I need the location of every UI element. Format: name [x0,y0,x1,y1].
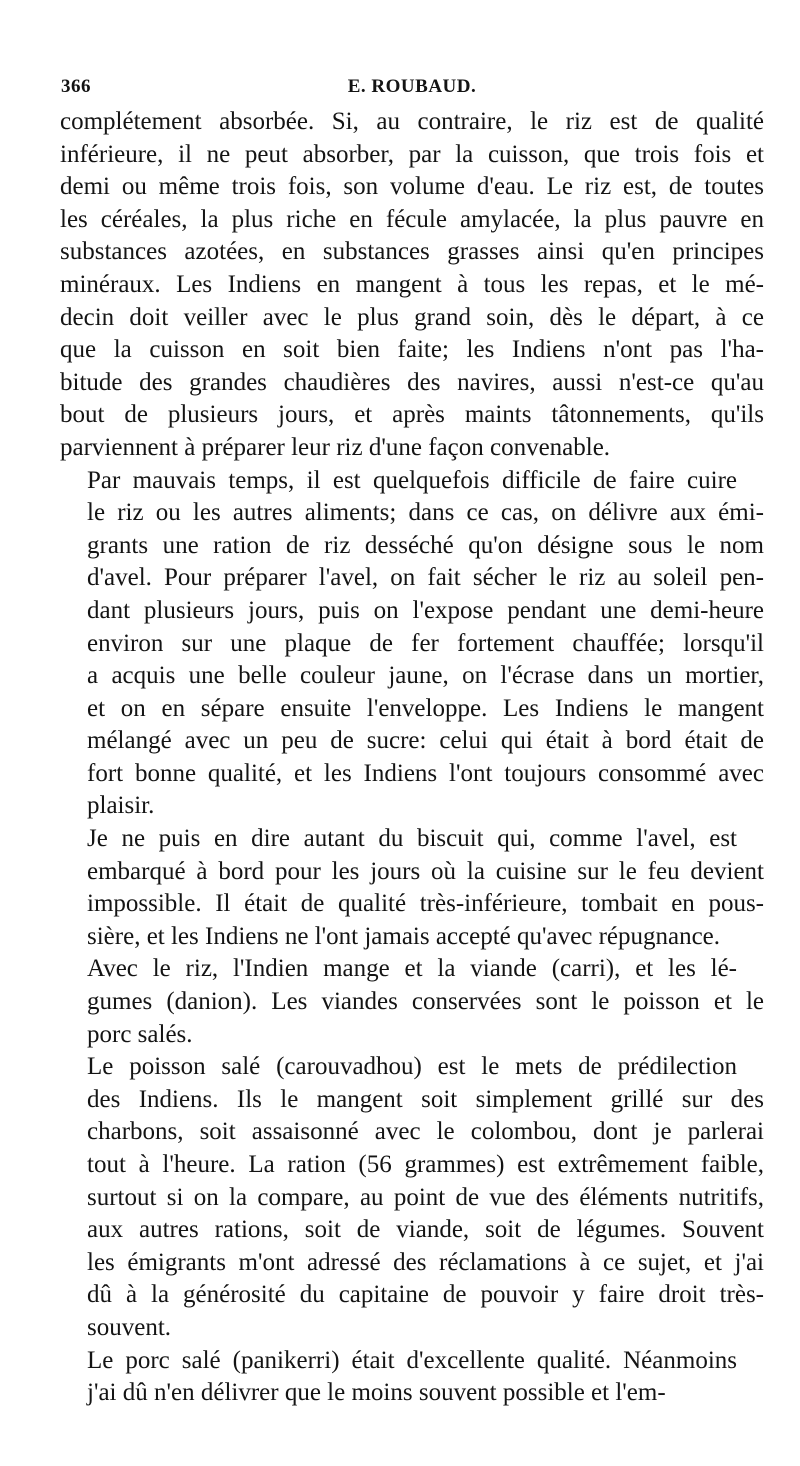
text-line: impossible. Il était de qualité très-inférieure, tombait en pous- [87,890,764,918]
running-head-author: E. ROUBAUD. [347,76,477,97]
text-line: porc salés. [87,1020,193,1048]
paragraph [60,465,764,824]
text-line: d'avel. Pour préparer l'avel, on fait sécher le riz au soleil pen- [87,564,764,592]
text-line: plaisir. [87,792,155,820]
paragraph [60,1051,764,1344]
text-line: a acquis une belle couleur jaune, on l'écrase dans un mortier, [87,662,764,690]
text-line: parviennent à préparer leur riz d'une façon convenable. [60,433,611,461]
text-line: Le poisson salé (carouvadhou) est le mets de prédilection [87,1053,737,1081]
text-line: inférieure, il ne peut absorber, par la cuisson, que trois fois et [60,140,764,168]
text-line: tout à l'heure. La ration (56 grammes) est extrêmement faible, [87,1151,764,1178]
text-line: sière, et les Indiens ne l'ont jamais accepté qu'avec répugnance. [87,922,721,950]
text-line: charbons, soit assaisonné avec le colombou, dont je parlerai [87,1118,764,1146]
text-line: complétement absorbée. Si, au contraire, le riz est de qualité [60,108,764,135]
text-line: Le porc salé (panikerri) était d'excellente qualité. Néanmoins [87,1346,737,1374]
text-line: Avec le riz, l'Indien mange et la viande (carri), et les lé- [87,955,737,983]
text-line: fort bonne qualité, et les Indiens l'ont toujours consommé avec [87,759,764,787]
text-line: gumes (danion). Les viandes conservées sont le poisson et le [87,988,764,1016]
running-head [60,72,764,106]
page-number: 366 [61,76,91,97]
text-line: aux autres rations, soit de viande, soit de légumes. Souvent [87,1216,764,1244]
text-line: dû à la générosité du capitaine de pouvoir y faire droit très- [87,1281,764,1309]
text-line: j'ai dû n'en délivrer que le moins souvent possible et l'em- [87,1379,666,1407]
text-line: souvent. [87,1313,172,1341]
text-line: bout de plusieurs jours, et après maints tâtonnements, qu'ils [60,401,764,429]
text-line: demi ou même trois fois, son volume d'eau. Le riz est, de toutes [60,173,764,201]
text-line: des Indiens. Ils le mangent soit simplement grillé sur des [87,1085,764,1113]
text-line: Je ne puis en dire autant du biscuit qui, comme l'avel, est [87,825,737,853]
text-line: bitude des grandes chaudières des navires, aussi n'est-ce qu'au [60,368,764,396]
paragraph [60,953,764,1051]
paragraph [60,823,764,953]
text-line: embarqué à bord pour les jours où la cuisine sur le feu devient [87,857,764,885]
text-line: environ sur une plaque de fer fortement chauffée; lorsqu'il [87,629,764,657]
paragraph [60,1345,764,1410]
text-line: dant plusieurs jours, puis on l'expose pendant une demi-heure [87,596,764,624]
text-line: les émigrants m'ont adressé des réclamations à ce sujet, et j'ai [87,1248,764,1276]
text-line: et on en sépare ensuite l'enveloppe. Les Indiens le mangent [87,694,764,722]
text-line: minéraux. Les Indiens en mangent à tous les repas, et le mé- [60,270,764,298]
text-line: le riz ou les autres aliments; dans ce cas, on délivre aux émi- [87,499,764,527]
text-line: substances azotées, en substances grasses ainsi qu'en principes [60,238,764,266]
text-line: que la cuisson en soit bien faite; les Indiens n'ont pas l'ha- [60,336,764,364]
text-line: decin doit veiller avec le plus grand soin, dès le départ, à ce [60,303,764,331]
text-line: surtout si on la compare, au point de vue des éléments nutritifs, [87,1183,764,1211]
paragraph [60,106,764,465]
text-line: les céréales, la plus riche en fécule amylacée, la plus pauvre en [60,205,764,233]
text-line: grants une ration de riz desséché qu'on désigne sous le nom [87,531,764,559]
text-line: mélangé avec un peu de sucre: celui qui était à bord était de [87,727,764,755]
text-line: Par mauvais temps, il est quelquefois difficile de faire cuire [87,466,737,494]
body-text [60,106,764,1410]
